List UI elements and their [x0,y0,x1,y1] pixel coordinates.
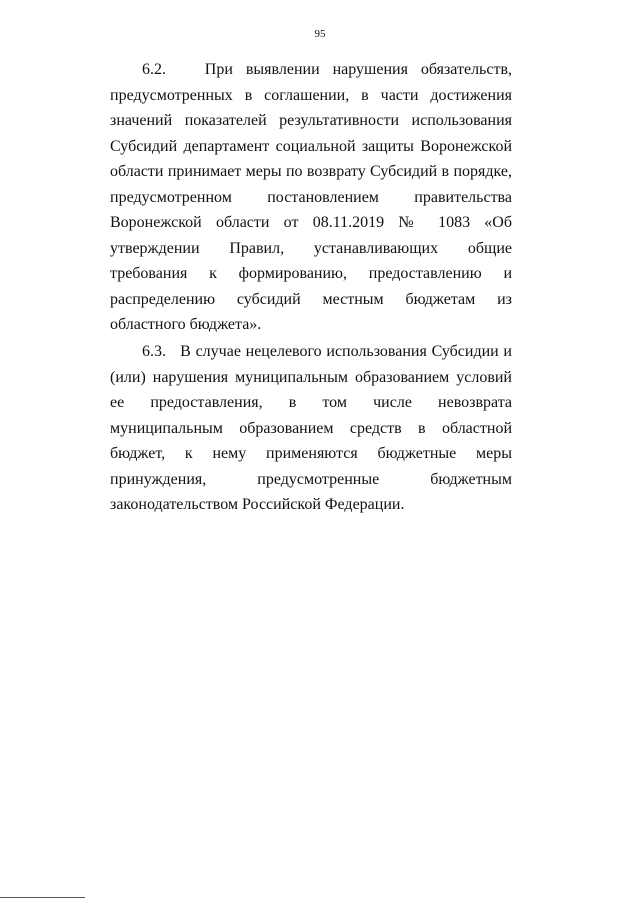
paragraph-6-2: 6.2. При выявлении нарушения обязательств, предусмотренных в соглашении, в части достижения значений показателей результативности использования Субсидий департамент социальной защиты Воронежской области принимает меры по возврату Субсидий в порядке, предусмотренном постановлением правительства Воронежской области от 08.11.2019 № 1083 «Об утверждении Правил, устанавливающих общие требования к формированию, предоставлению и распределению субсидий местным бюджетам из областного бюджета». [110,61,512,333]
document-body [110,57,512,518]
paragraph-6-3: 6.3. В случае нецелевого использования Субсидии и (или) нарушения муниципальным образованием условий ее предоставления, в том числе невозврата муниципальным образованием средств в областной бюджет, к нему применяются бюджетные меры принуждения, предусмотренные бюджетным законодательством Российской Федерации. [110,343,512,513]
page-number: 95 [314,28,326,40]
footer-rule [0,897,85,898]
